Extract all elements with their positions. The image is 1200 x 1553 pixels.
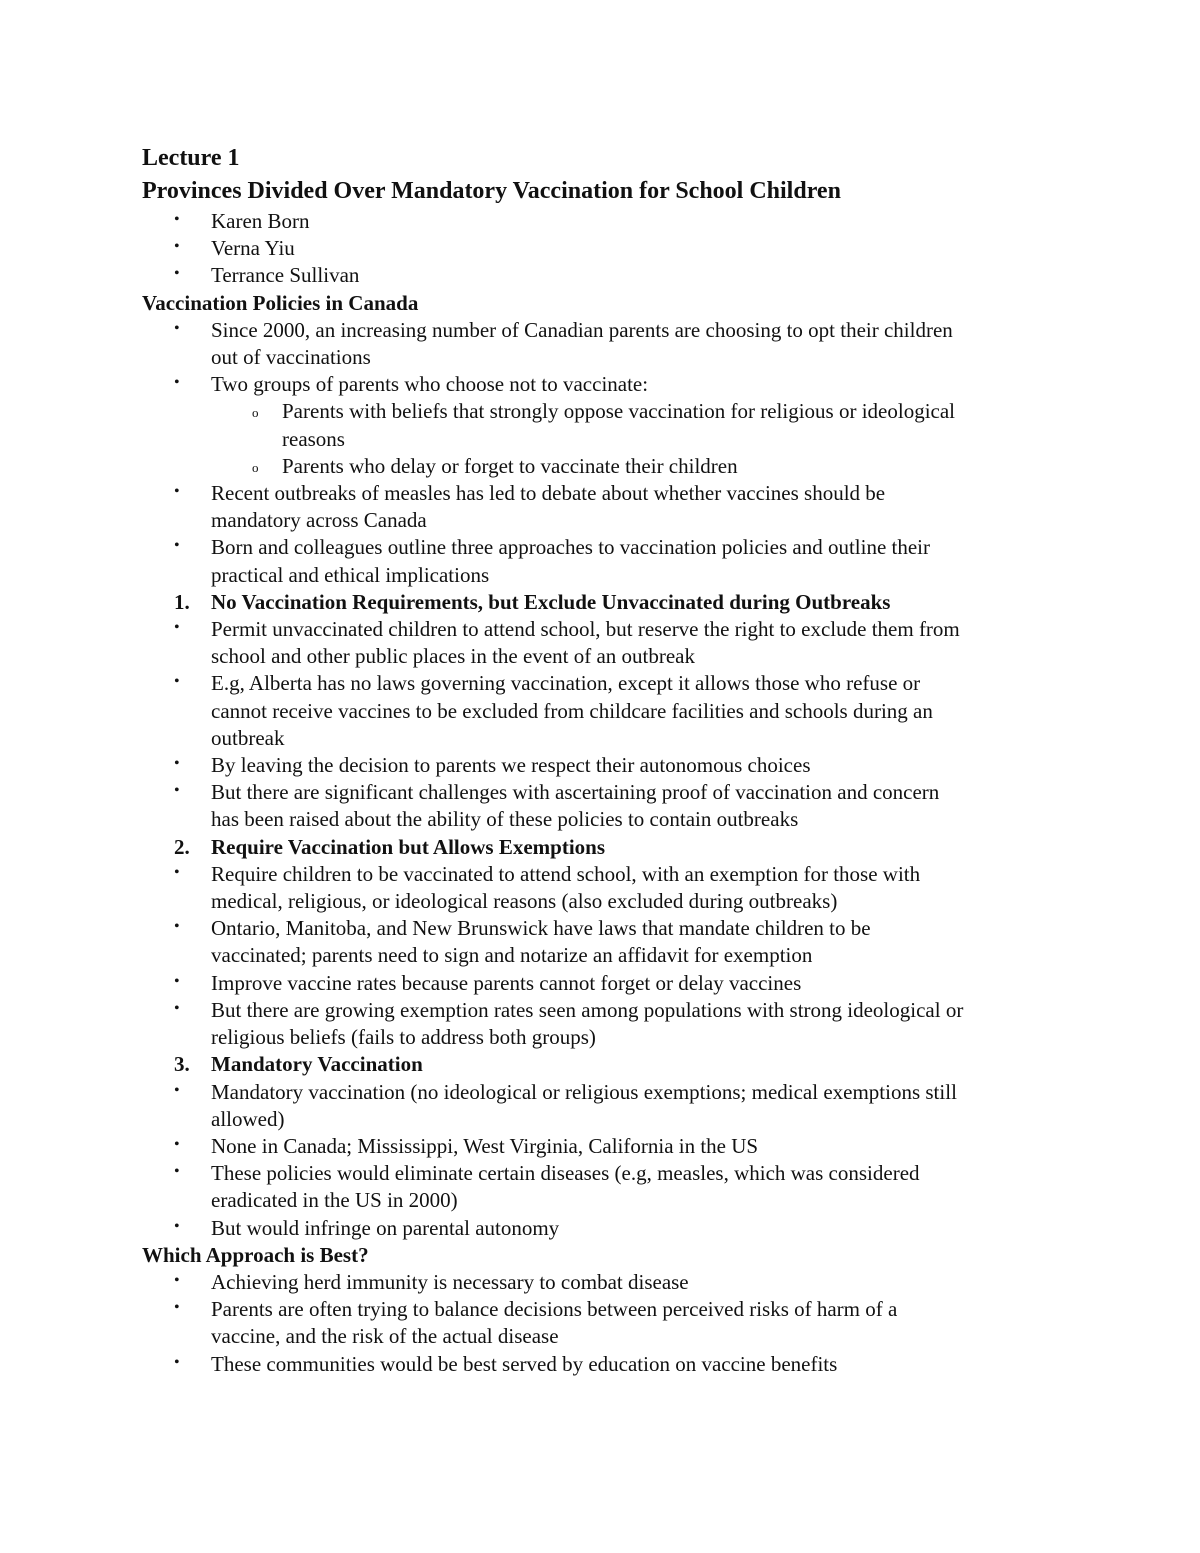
section-heading-vaccination-policies: Vaccination Policies in Canada — [142, 290, 419, 315]
circle-bullet-icon: o — [252, 405, 259, 421]
bullet-icon: • — [174, 483, 180, 501]
bullet-icon: • — [174, 619, 180, 637]
bullet-icon: • — [174, 999, 180, 1017]
list-item: • These communities would be best served by education on vaccine benefits — [174, 1351, 838, 1376]
bullet-icon: • — [174, 673, 180, 691]
list-item: • Mandatory vaccination (no ideological or religious exemptions; medical exemptions still allowed) — [174, 1079, 957, 1131]
bullet-icon: • — [174, 1353, 180, 1371]
bullet-icon: • — [174, 755, 180, 773]
list-item: • Ontario, Manitoba, and New Brunswick have laws that mandate children to be vaccinated; parents need to sign and notarize an affidavit for exemption — [174, 916, 871, 968]
circle-bullet-icon: o — [252, 459, 259, 475]
list-item: • But there are significant challenges with ascertaining proof of vaccination and concern has been raised about the ability of these policies to contain outbreaks — [174, 780, 940, 832]
bullet-icon: • — [174, 863, 180, 881]
bullet-icon: • — [174, 319, 180, 337]
author-list — [142, 208, 1072, 290]
article-title: Provinces Divided Over Mandatory Vaccination for School Children — [142, 178, 841, 204]
author-item: • Karen Born — [174, 209, 310, 233]
list-item: • Require children to be vaccinated to attend school, with an exemption for those with medical, religious, or ideological reasons (also excluded during outbreaks) — [174, 861, 921, 914]
sub-list-item: o Parents who delay or forget to vaccinate their children — [142, 453, 1072, 480]
list-item: • But would infringe on parental autonomy — [174, 1215, 560, 1240]
author-item: • Terrance Sullivan — [174, 263, 360, 288]
approach-1-list — [142, 616, 1072, 834]
list-item: • But there are growing exemption rates seen among populations with strong ideological or religious beliefs (fails to address both groups) — [174, 997, 964, 1050]
list-item: • E.g, Alberta has no laws governing vaccination, except it allows those who refuse or cannot receive vaccines to be excluded from childcare facilities and schools during an outbreak — [174, 671, 933, 750]
bullet-icon: • — [174, 265, 180, 283]
bullet-icon: • — [174, 1081, 180, 1099]
list-item: • Permit unvaccinated children to attend school, but reserve the right to exclude them from school and other public places in the event of an outbreak — [174, 617, 960, 669]
list-item: • Improve vaccine rates because parents cannot forget or delay vaccines — [174, 970, 802, 995]
list-item: • These policies would eliminate certain diseases (e.g, measles, which was considered eradicated in the US in 2000) — [174, 1161, 920, 1213]
document-page — [142, 143, 1072, 1378]
list-item: • Born and colleagues outline three approaches to vaccination policies and outline their practical and ethical implications — [174, 535, 931, 587]
list-item: • Two groups of parents who choose not to vaccinate: — [174, 372, 649, 397]
bullet-icon: • — [174, 918, 180, 936]
bullet-icon: • — [174, 972, 180, 990]
list-item: • None in Canada; Mississippi, West Virginia, California in the US — [174, 1133, 759, 1158]
bullet-icon: • — [174, 1217, 180, 1235]
approach-2-list — [142, 861, 1072, 1051]
policies-list — [142, 317, 1072, 589]
approach-heading: 1. No Vaccination Requirements, but Exclude Unvaccinated during Outbreaks — [174, 589, 891, 614]
section-heading-which-approach: Which Approach is Best? — [142, 1242, 369, 1267]
author-item: • Verna Yiu — [174, 236, 295, 261]
bullet-icon: • — [174, 1135, 180, 1153]
list-item: • Parents are often trying to balance decisions between perceived risks of harm of a vaccine, and the risk of the actual disease — [174, 1297, 898, 1349]
approach-3-list — [142, 1079, 1072, 1242]
bullet-icon: • — [174, 1271, 180, 1289]
list-item: • Recent outbreaks of measles has led to debate about whether vaccines should be mandatory across Canada — [174, 481, 886, 533]
bullet-icon: • — [174, 782, 180, 800]
approach-heading: 3. Mandatory Vaccination — [174, 1052, 423, 1077]
sub-list-item: o Parents with beliefs that strongly oppose vaccination for religious or ideological reasons — [252, 399, 956, 451]
which-approach-list — [142, 1269, 1072, 1378]
bullet-icon: • — [174, 1163, 180, 1181]
list-item: • Achieving herd immunity is necessary to combat disease — [174, 1269, 689, 1294]
bullet-icon: • — [174, 1299, 180, 1317]
list-item: • By leaving the decision to parents we respect their autonomous choices — [174, 753, 811, 778]
approach-heading: 2. Require Vaccination but Allows Exemptions — [174, 834, 606, 859]
bullet-icon: • — [174, 374, 180, 392]
bullet-icon: • — [174, 238, 180, 256]
lecture-title: Lecture 1 — [142, 145, 240, 171]
bullet-icon: • — [174, 537, 180, 555]
list-item: • Since 2000, an increasing number of Canadian parents are choosing to opt their children out of vaccinations — [174, 317, 953, 370]
bullet-icon: • — [174, 211, 180, 228]
